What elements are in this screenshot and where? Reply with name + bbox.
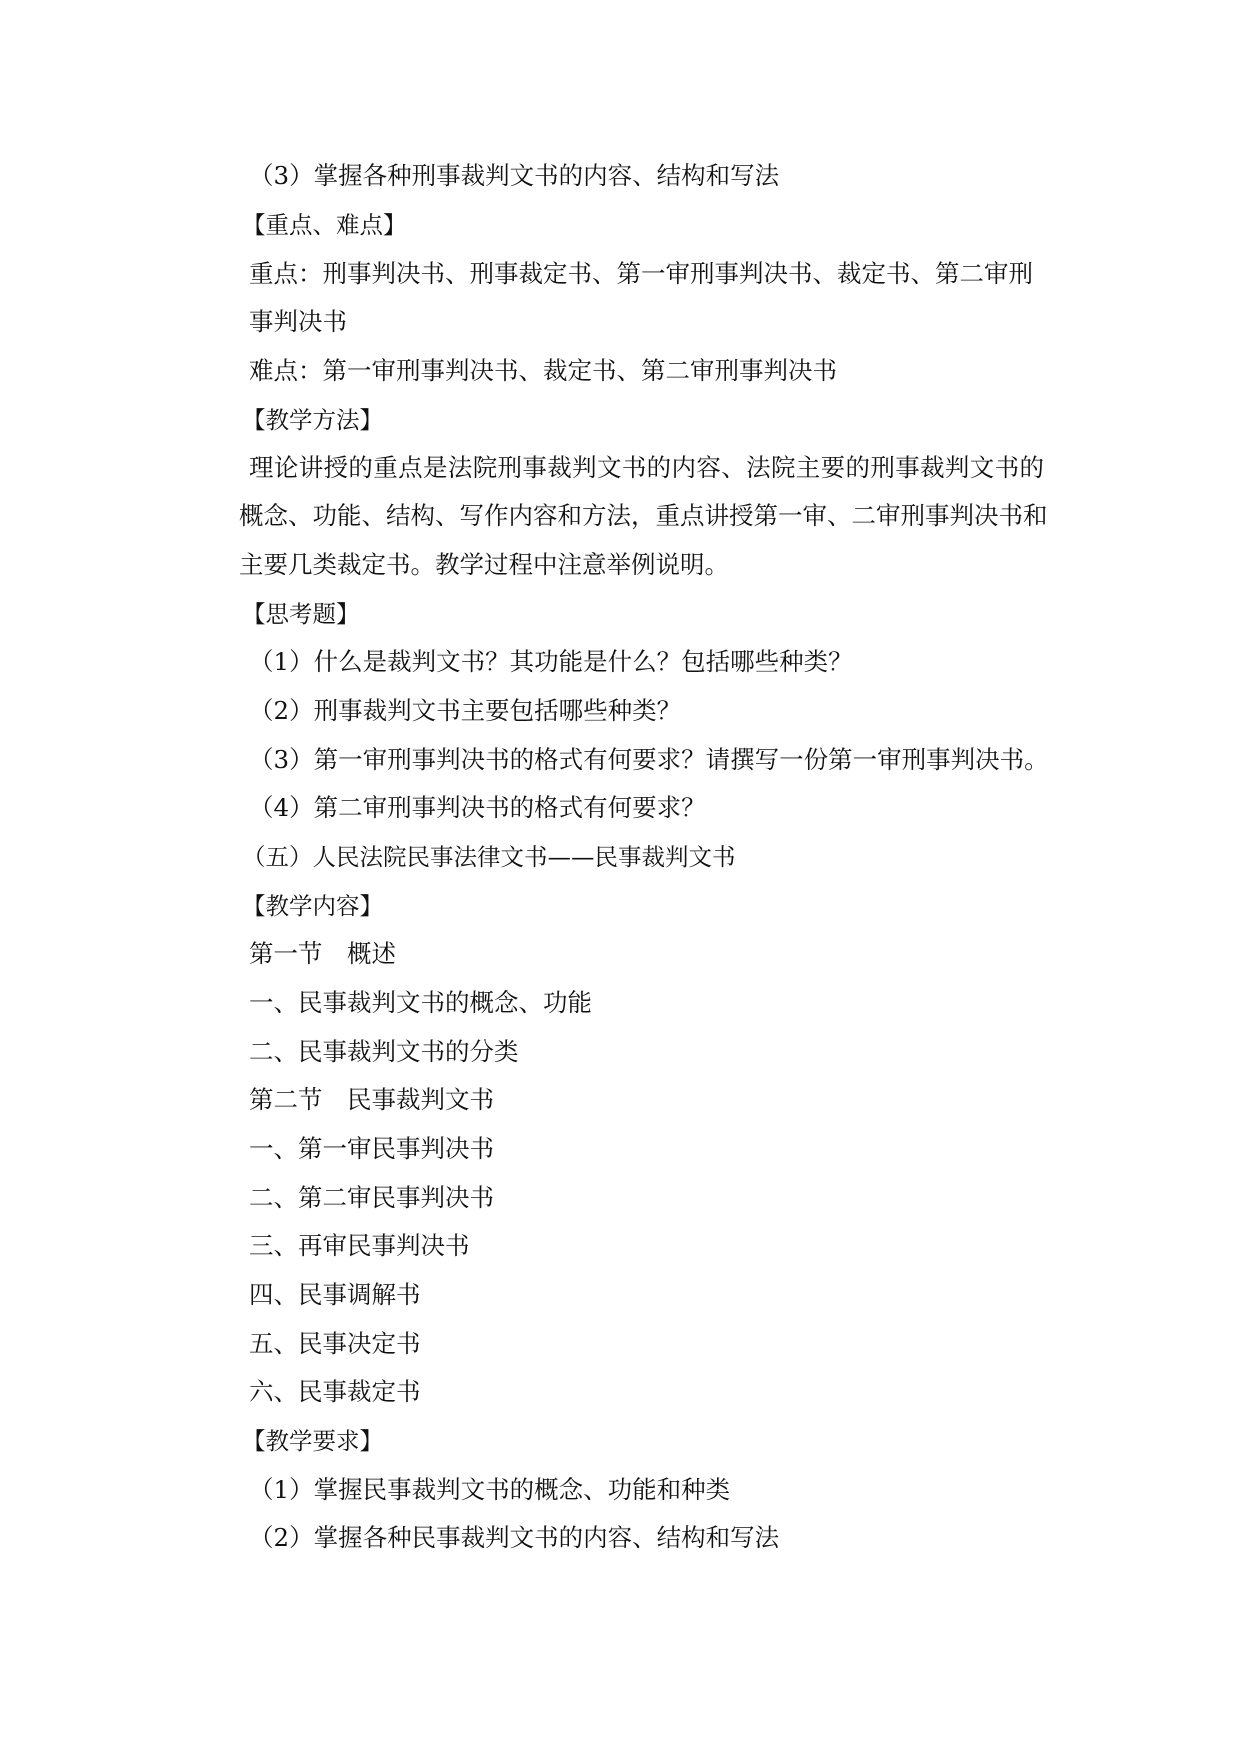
key-points-line-2: 事判决书: [249, 307, 347, 336]
civil-requirement-item-2: （2）掌握各种民事裁判文书的内容、结构和写法: [249, 1523, 780, 1552]
content-item-2-1: 一、第一审民事判决书: [249, 1134, 494, 1163]
content-item-2-6: 六、民事裁定书: [249, 1377, 421, 1406]
teaching-method-line-2: 概念、功能、结构、写作内容和方法，重点讲授第一审、二审刑事判决书和: [239, 501, 1048, 530]
content-section-1-title: 第一节 概述: [249, 939, 396, 968]
section-heading-key-points: 【重点、难点】: [242, 211, 407, 239]
content-item-1-2: 二、民事裁判文书的分类: [249, 1037, 519, 1066]
civil-requirement-item-1: （1）掌握民事裁判文书的概念、功能和种类: [249, 1475, 731, 1504]
content-item-2-3: 三、再审民事判决书: [249, 1231, 470, 1260]
requirement-item-3: （3）掌握各种刑事裁判文书的内容、结构和写法: [249, 161, 780, 190]
teaching-method-line-3: 主要几类裁定书。教学过程中注意举例说明。: [239, 550, 729, 579]
section-heading-teaching-content: 【教学内容】: [242, 892, 383, 920]
question-item-3: （3）第一审刑事判决书的格式有何要求？请撰写一份第一审刑事判决书。: [249, 745, 1049, 774]
question-item-1: （1）什么是裁判文书？其功能是什么？包括哪些种类？: [249, 647, 853, 676]
question-item-2: （2）刑事裁判文书主要包括哪些种类？: [249, 696, 682, 725]
content-item-2-5: 五、民事决定书: [249, 1329, 421, 1358]
content-section-2-title: 第二节 民事裁判文书: [249, 1085, 494, 1114]
chapter-heading-civil-judgment: （五）人民法院民事法律文书——民事裁判文书: [242, 843, 736, 871]
difficult-points-line: 难点：第一审刑事判决书、裁定书、第二审刑事判决书: [249, 356, 837, 385]
teaching-method-line-1: 理论讲授的重点是法院刑事裁判文书的内容、法院主要的刑事裁判文书的: [249, 453, 1044, 482]
content-item-1-1: 一、民事裁判文书的概念、功能: [249, 988, 592, 1017]
question-item-4: （4）第二审刑事判决书的格式有何要求？: [249, 793, 706, 822]
section-heading-teaching-method: 【教学方法】: [242, 406, 383, 434]
section-heading-questions: 【思考题】: [242, 600, 360, 628]
key-points-line-1: 重点：刑事判决书、刑事裁定书、第一审刑事判决书、裁定书、第二审刑: [249, 259, 1033, 288]
content-item-2-4: 四、民事调解书: [249, 1280, 421, 1309]
content-item-2-2: 二、第二审民事判决书: [249, 1183, 494, 1212]
section-heading-teaching-requirements: 【教学要求】: [242, 1427, 383, 1455]
